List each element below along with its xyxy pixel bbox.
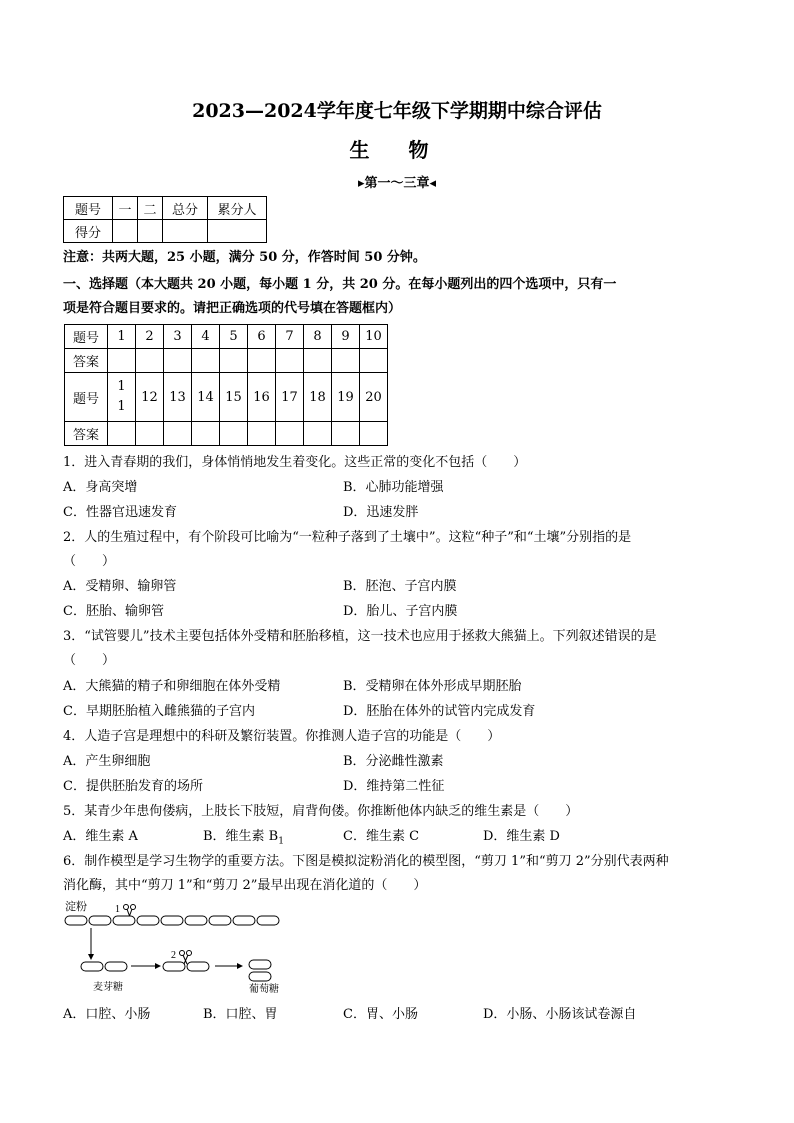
answer-num: 12 [136,373,164,422]
q2-option-a[interactable]: A．受精卵、输卵管 [63,579,177,594]
answer-cell[interactable] [220,349,248,373]
notice-text: 注意：共两大题，25 小题，满分 50 分，作答时间 50 分钟。 [63,250,426,265]
q1-option-d[interactable]: D．迅速发胖 [343,505,419,520]
section1-instructions: 一、选择题（本大题共 20 小题，每小题 1 分，共 20 分。在每小题列出的四个选项中，只有一 [63,277,617,292]
answer-num: 16 [248,373,276,422]
answer-cell[interactable] [164,349,192,373]
q3-option-b[interactable]: B．受精卵在体外形成早期胚胎 [343,679,522,694]
answer-cell[interactable] [248,422,276,446]
answer-num: 1 [108,325,136,349]
answer-num: 5 [220,325,248,349]
answer-cell[interactable] [276,422,304,446]
answer-num: 1 1 [108,373,136,422]
answer-num: 6 [248,325,276,349]
answer-label: 答案 [65,349,108,373]
answer-num: 17 [276,373,304,422]
question-6-stem: 6．制作模型是学习生物学的重要方法。下图是模拟淀粉消化的模型图，“剪刀 1”和“剪刀 2”分别代表两种 [63,854,669,869]
question-6-stem-cont: 消化酶，其中“剪刀 1”和“剪刀 2”最早出现在消化道的（ ） [63,878,427,893]
score-header-cell: 累分人 [208,197,267,220]
answer-cell[interactable] [108,349,136,373]
answer-num: 7 [276,325,304,349]
q2-option-c[interactable]: C．胚胎、输卵管 [63,604,164,619]
score-header-cell: 一 [113,197,138,220]
exam-title: 2023—2024学年度七年级下学期期中综合评估 [192,100,602,122]
right-arrow-2-head [237,963,243,969]
section1-instructions-cont: 项是符合题目要求的。请把正确选项的代号填在答题框内） [63,301,402,316]
answer-cell[interactable] [304,349,332,373]
score-row-label: 得分 [64,220,113,243]
starch-chain [65,916,279,925]
q6-option-c[interactable]: C．胃、小肠 [343,1007,418,1022]
scissor-1-label: 1 [115,904,120,915]
answer-cell[interactable] [136,349,164,373]
q5-option-a[interactable]: A．维生素 A [63,829,138,844]
score-header-cell: 题号 [64,197,113,220]
answer-num-label: 题号 [65,373,108,422]
chapter-range: ▸第一～三章◂ [357,176,437,191]
q6-option-b[interactable]: B．口腔、胃 [203,1007,278,1022]
score-header-cell: 二 [138,197,163,220]
answer-cell[interactable] [108,422,136,446]
q6-option-d[interactable]: D．小肠、小肠该试卷源自 [483,1007,637,1022]
glucose-molecules [249,960,271,981]
q3-option-d[interactable]: D．胚胎在体外的试管内完成发育 [343,704,536,719]
answer-cell[interactable] [332,422,360,446]
answer-cell[interactable] [304,422,332,446]
answer-num: 18 [304,373,332,422]
q5-option-b[interactable]: B．维生素 $B_1$ [203,829,284,847]
answer-num: 3 [164,325,192,349]
answer-num: 19 [332,373,360,422]
starch-label: 淀粉 [65,901,87,913]
answer-num: 2 [136,325,164,349]
q4-option-b[interactable]: B．分泌雌性激素 [343,754,444,769]
q2-option-d[interactable]: D．胎儿、子宫内膜 [343,604,458,619]
score-table [63,196,267,243]
right-arrow-1-head [155,963,161,969]
answer-label: 答案 [65,422,108,446]
q5-option-d[interactable]: D．维生素 D [483,829,560,844]
question-2-stem: 2．人的生殖过程中，有个阶段可比喻为“一粒种子落到了土壤中”。这粒“种子”和“土壤”分别指的是 [63,530,632,545]
answer-num: 4 [192,325,220,349]
q4-option-c[interactable]: C．提供胚胎发育的场所 [63,779,203,794]
answer-num: 13 [164,373,192,422]
answer-num-label: 题号 [65,325,108,349]
answer-num: 8 [304,325,332,349]
answer-cell[interactable] [164,422,192,446]
answer-num: 9 [332,325,360,349]
score-cell[interactable] [163,220,208,243]
maltose-label: 麦芽糖 [93,982,123,993]
score-header-cell: 总分 [163,197,208,220]
question-2-blank: （ ） [63,554,116,569]
question-3-blank: （ ） [63,653,116,668]
question-4-stem: 4．人造子宫是理想中的科研及繁衍装置。你推测人造子宫的功能是（ ） [63,729,501,744]
answer-cell[interactable] [360,349,388,373]
q1-option-a[interactable]: A．身高突增 [63,480,138,495]
q4-option-d[interactable]: D．维持第二性征 [343,779,445,794]
q2-option-b[interactable]: B．胚泡、子宫内膜 [343,579,457,594]
answer-num: 15 [220,373,248,422]
answer-num: 14 [192,373,220,422]
score-cell[interactable] [138,220,163,243]
score-cell[interactable] [113,220,138,243]
answer-cell[interactable] [276,349,304,373]
answer-table [64,324,388,446]
q1-option-b[interactable]: B．心肺功能增强 [343,480,444,495]
question-5-stem: 5．某青少年患佝偻病，上肢长下肢短，肩背佝偻。你推断他体内缺乏的维生素是（ ） [63,804,579,819]
question-1-stem: 1．进入青春期的我们，身体悄悄地发生着变化。这些正常的变化不包括（ ） [63,455,527,470]
q6-option-a[interactable]: A．口腔、小肠 [63,1007,151,1022]
answer-cell[interactable] [192,422,220,446]
answer-cell[interactable] [136,422,164,446]
scissor-2-label: 2 [171,950,176,961]
q1-option-c[interactable]: C．性器官迅速发育 [63,505,177,520]
answer-cell[interactable] [220,422,248,446]
q5-option-c[interactable]: C．维生素 C [343,829,420,844]
q3-option-c[interactable]: C．早期胚胎植入雌熊猫的子宫内 [63,704,255,719]
answer-num: 10 [360,325,388,349]
question-3-stem: 3．“试管婴儿”技术主要包括体外受精和胚胎移植，这一技术也应用于拯救大熊猫上。下列叙述错误的是 [63,629,657,644]
down-arrow-head [88,954,94,960]
answer-cell[interactable] [332,349,360,373]
score-cell[interactable] [208,220,267,243]
answer-cell[interactable] [248,349,276,373]
q3-option-a[interactable]: A．大熊猫的精子和卵细胞在体外受精 [63,679,281,694]
answer-cell[interactable] [192,349,220,373]
subject-title: 生 物 [349,138,445,162]
answer-num: 20 [360,373,388,422]
answer-cell[interactable] [360,422,388,446]
starch-digestion-diagram [63,898,303,998]
glucose-label: 葡萄糖 [249,984,279,995]
q4-option-a[interactable]: A．产生卵细胞 [63,754,151,769]
